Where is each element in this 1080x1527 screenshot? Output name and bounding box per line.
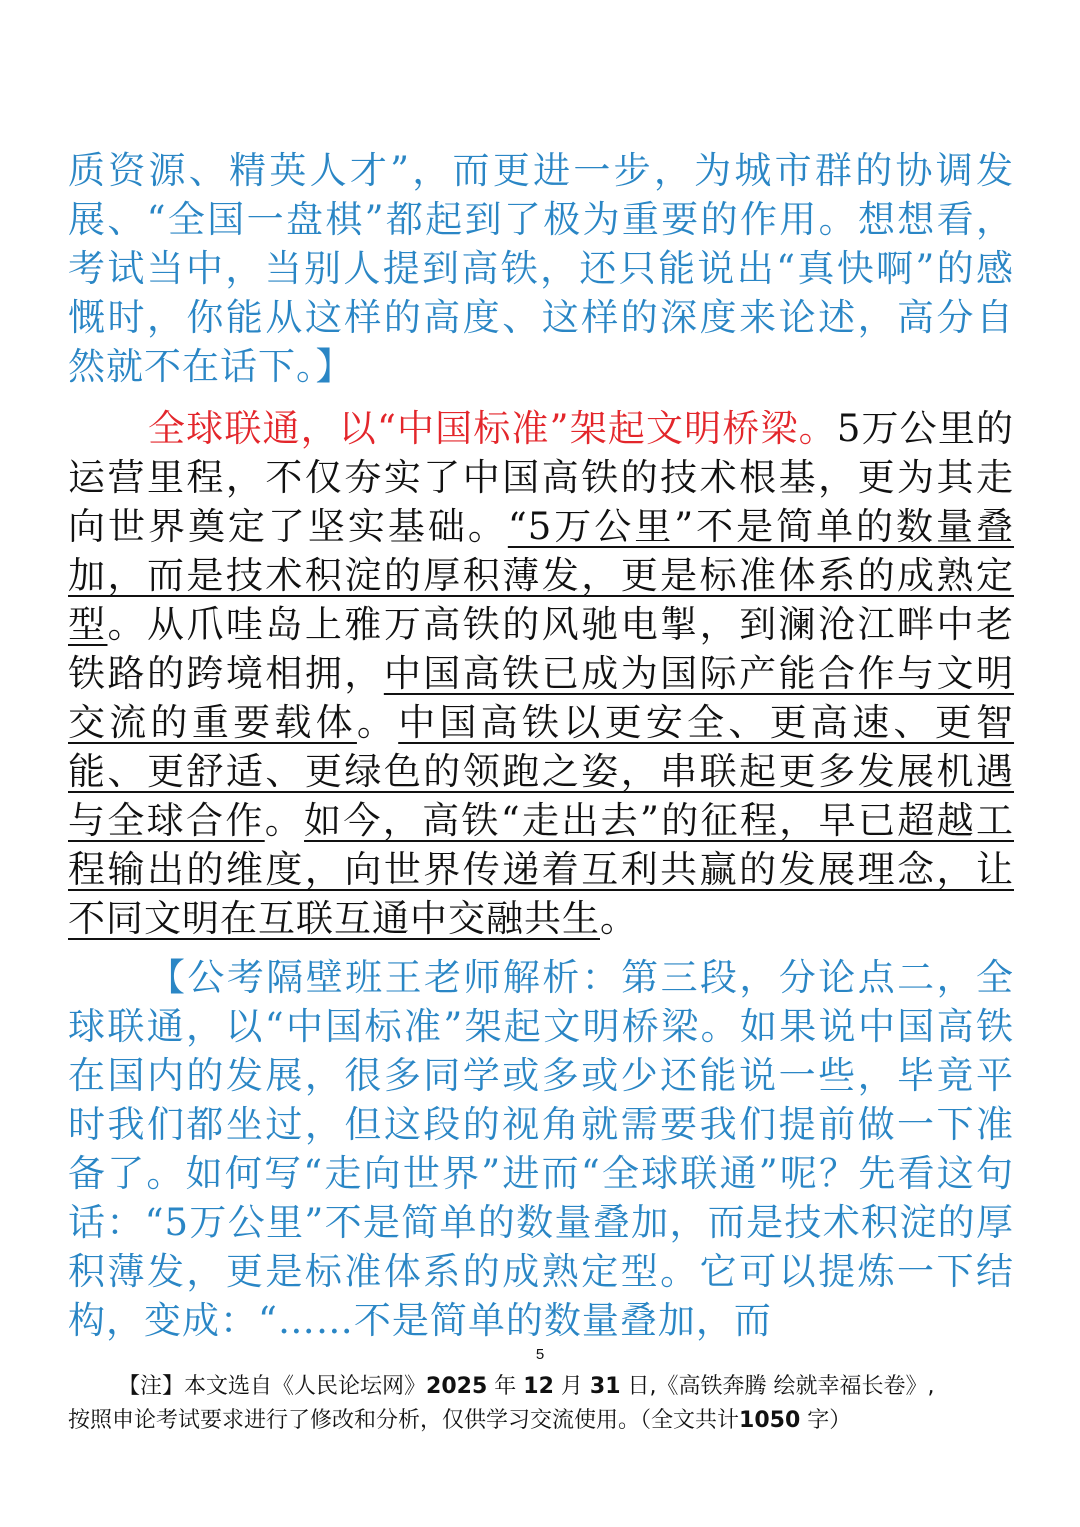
analysis-paragraph-continued — [68, 146, 1014, 391]
body-text-segment: 。 — [356, 701, 399, 744]
footnote-text: 【注】本文选自《人民论坛网》 — [118, 1374, 427, 1399]
body-text-segment: 5万公里的运营里程，不仅夯实了中国高铁的技术根基，更为其走向世界奠定了坚实基础。 — [68, 407, 1014, 548]
footnote-text: 按照申论考试要求进行了修改和分析，仅供学习交流使用。（全文共计 — [68, 1408, 740, 1433]
footnote-year: 2025 — [426, 1374, 488, 1399]
body-paragraph-global-connectivity — [68, 404, 1014, 943]
underlined-key-sentence: “5万公里”不是简单的数量叠加，而是技术积淀的厚积薄发，更是标准体系的成熟定型 — [68, 505, 1015, 646]
underlined-key-sentence: 如今，高铁“走出去”的征程，早已超越工程输出的维度，向世界传递着互利共赢的发展理念，让不同文明在互联互通中交融共生 — [68, 799, 1014, 940]
section-heading: 全球联通，以“中国标准”架起文明桥梁。 — [148, 407, 837, 450]
footnote-line-1 — [68, 1370, 1014, 1403]
footnote-day: 31 — [589, 1374, 621, 1399]
underlined-key-sentence: 中国高铁以更安全、更高速、更智能、更舒适、更绿色的领跑之姿，串联起更多发展机遇与全球合作 — [68, 701, 1015, 842]
analysis-paragraph — [68, 953, 1014, 1345]
footnote-text: 字） — [807, 1408, 852, 1433]
footnote-line-2 — [68, 1404, 1014, 1437]
analysis-text: 【公考隔壁班王老师解析：第三段，分论点二，全球联通，以“中国标准”架起文明桥梁。如果说中国高铁在国内的发展，很多同学或多或少还能说一些，毕竟平时我们都坐过，但这段的视角就需要我们提前做一下准备了。如何写“走向世界”进而“全球联通”呢？先看这句话：“5万公里”不是简单的数量叠加，而是技术积淀的厚积薄发，更是标准体系的成熟定型。它可以提炼一下结构，变成：“……不是简单的数量叠加，而 — [68, 956, 1014, 1342]
body-text-segment: 。 — [600, 897, 638, 940]
underlined-key-sentence: 中国高铁已成为国际产能合作与文明交流的重要载体 — [68, 652, 1015, 744]
body-text-segment: 。从爪哇岛上雅万高铁的风驰电掣，到澜沧江畔中老铁路的跨境相拥， — [68, 603, 1015, 695]
body-text-segment: 。 — [264, 799, 305, 842]
footnote-month: 12 — [523, 1374, 554, 1399]
page-number: 5 — [535, 1346, 545, 1363]
footnote-word-count: 1050 — [739, 1408, 801, 1433]
footnote-text: 月 — [560, 1374, 583, 1399]
footnote-text: 日,《高铁奔腾 绘就幸福长卷》, — [627, 1374, 935, 1399]
footnote-text: 年 — [494, 1374, 517, 1399]
analysis-text: 质资源、精英人才”，而更进一步，为城市群的协调发展、“全国一盘棋”都起到了极为重要的作用。想想看，考试当中，当别人提到高铁，还只能说出“真快啊”的感慨时，你能从这样的高度、这样的深度来论述，高分自然就不在话下。】 — [68, 149, 1014, 388]
